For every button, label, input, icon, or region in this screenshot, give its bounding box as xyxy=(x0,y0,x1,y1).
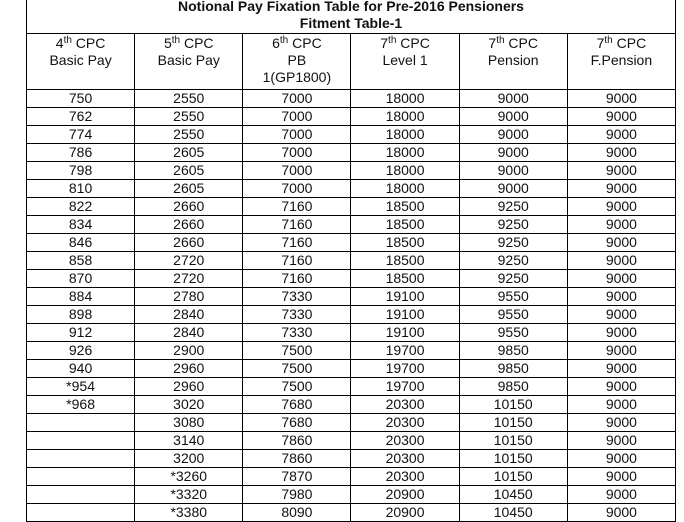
table-cell: 2660 xyxy=(135,198,243,216)
table-cell: 18500 xyxy=(351,234,459,252)
table-cell: 2550 xyxy=(135,126,243,144)
header-ordinal-suffix: th xyxy=(279,35,289,46)
table-cell: 870 xyxy=(27,270,135,288)
table-cell: 2720 xyxy=(135,270,243,288)
table-row xyxy=(27,450,676,468)
table-cell: 2550 xyxy=(135,108,243,126)
table-cell xyxy=(27,450,135,468)
table-cell: 20300 xyxy=(351,468,459,486)
table-row xyxy=(27,198,676,216)
table-cell: 9000 xyxy=(567,198,675,216)
table-row xyxy=(27,126,676,144)
table-cell: 762 xyxy=(27,108,135,126)
table-cell: 898 xyxy=(27,306,135,324)
table-cell: *3260 xyxy=(135,468,243,486)
table-row xyxy=(27,504,676,522)
column-header-line-2: Pension xyxy=(487,52,539,68)
header-cpc: CPC xyxy=(71,35,106,51)
title-line-2: Fitment Table-1 xyxy=(299,15,403,31)
table-cell: 9000 xyxy=(567,360,675,378)
table-cell: 9000 xyxy=(567,432,675,450)
table-cell: 7500 xyxy=(243,360,351,378)
header-number: 4 xyxy=(55,35,64,51)
table-cell: 9550 xyxy=(459,324,567,342)
header-ordinal-suffix: th xyxy=(388,35,397,46)
table-cell: 9000 xyxy=(567,324,675,342)
table-cell: 7000 xyxy=(243,108,351,126)
table-cell: 10150 xyxy=(459,432,567,450)
column-header-line-2: F.Pension xyxy=(590,52,653,68)
table-row xyxy=(27,144,676,162)
table-cell: 9000 xyxy=(567,234,675,252)
table-cell: 20300 xyxy=(351,432,459,450)
table-cell: 20300 xyxy=(351,396,459,414)
table-cell: 3080 xyxy=(135,414,243,432)
table-row xyxy=(27,306,676,324)
table-cell: 9250 xyxy=(459,216,567,234)
table-row xyxy=(27,288,676,306)
table-cell: 822 xyxy=(27,198,135,216)
table-cell: 7330 xyxy=(243,306,351,324)
table-cell: 9000 xyxy=(567,342,675,360)
table-cell: 9850 xyxy=(459,360,567,378)
column-header-line-3: 1(GP1800) xyxy=(262,69,332,85)
table-cell: 7860 xyxy=(243,432,351,450)
table-row xyxy=(27,234,676,252)
table-cell: 9250 xyxy=(459,270,567,288)
column-header-line-1 xyxy=(460,35,567,52)
table-cell: 10150 xyxy=(459,450,567,468)
column-header-line-1 xyxy=(351,35,458,52)
table-cell: 3140 xyxy=(135,432,243,450)
table-cell: 9000 xyxy=(567,270,675,288)
table-cell: 9000 xyxy=(567,504,675,522)
table-cell: 884 xyxy=(27,288,135,306)
table-cell: 7160 xyxy=(243,198,351,216)
table-cell: 2660 xyxy=(135,234,243,252)
table-cell xyxy=(27,468,135,486)
table-cell: 18500 xyxy=(351,270,459,288)
column-header-line-2: Basic Pay xyxy=(49,52,112,68)
header-ordinal-suffix: th xyxy=(171,35,181,46)
table-cell: 786 xyxy=(27,144,135,162)
table-cell: 20300 xyxy=(351,450,459,468)
table-cell: 20900 xyxy=(351,486,459,504)
header-cpc: CPC xyxy=(612,35,647,51)
table-cell: 7500 xyxy=(243,378,351,396)
table-cell: *954 xyxy=(27,378,135,396)
column-header-line-1 xyxy=(135,35,242,52)
table-cell: 9000 xyxy=(567,108,675,126)
title-line-1: Notional Pay Fixation Table for Pre-2016 Pensioners xyxy=(178,0,524,14)
table-cell xyxy=(27,486,135,504)
table-cell: 9000 xyxy=(567,90,675,108)
table-cell: 7160 xyxy=(243,252,351,270)
table-cell: 18000 xyxy=(351,90,459,108)
table-cell xyxy=(27,414,135,432)
column-header xyxy=(351,34,459,90)
table-cell: 2550 xyxy=(135,90,243,108)
table-cell: 9000 xyxy=(567,162,675,180)
table-cell: 9000 xyxy=(567,288,675,306)
table-cell: 940 xyxy=(27,360,135,378)
header-number: 6 xyxy=(272,35,280,51)
table-cell: 9000 xyxy=(459,180,567,198)
table-cell: 18000 xyxy=(351,126,459,144)
header-number: 7 xyxy=(380,35,389,51)
table-cell: 19100 xyxy=(351,324,459,342)
table-cell: 858 xyxy=(27,252,135,270)
table-cell: 2900 xyxy=(135,342,243,360)
table-row xyxy=(27,342,676,360)
table-cell: 7330 xyxy=(243,324,351,342)
table-cell: 20300 xyxy=(351,414,459,432)
table-cell: 2605 xyxy=(135,180,243,198)
table-row xyxy=(27,432,676,450)
table-title xyxy=(27,0,676,34)
table-cell: 19700 xyxy=(351,342,459,360)
table-cell: 7000 xyxy=(243,90,351,108)
header-ordinal-suffix: th xyxy=(496,35,505,46)
table-cell: 7870 xyxy=(243,468,351,486)
table-cell: 19100 xyxy=(351,306,459,324)
table-cell: 18000 xyxy=(351,108,459,126)
table-row xyxy=(27,270,676,288)
table-cell: 7500 xyxy=(243,342,351,360)
table-cell: *968 xyxy=(27,396,135,414)
header-number: 5 xyxy=(163,35,172,51)
table-row xyxy=(27,108,676,126)
table-cell: 18000 xyxy=(351,162,459,180)
table-cell: 7000 xyxy=(243,144,351,162)
column-header-line-2: PB xyxy=(287,52,307,68)
table-cell: 9850 xyxy=(459,342,567,360)
table-row xyxy=(27,324,676,342)
header-cpc: CPC xyxy=(288,35,322,51)
table-row xyxy=(27,180,676,198)
table-cell: 18000 xyxy=(351,144,459,162)
table-cell: 9000 xyxy=(567,450,675,468)
table-cell: 10150 xyxy=(459,414,567,432)
column-header-line-1 xyxy=(243,35,350,52)
table-cell: 18500 xyxy=(351,198,459,216)
table-cell: 2660 xyxy=(135,216,243,234)
table-cell: 9000 xyxy=(459,144,567,162)
table-cell: 10150 xyxy=(459,396,567,414)
table-cell: 7860 xyxy=(243,450,351,468)
table-cell: 2960 xyxy=(135,360,243,378)
table-row xyxy=(27,414,676,432)
table-cell: 798 xyxy=(27,162,135,180)
table-cell: 2605 xyxy=(135,162,243,180)
table-cell: 7000 xyxy=(243,180,351,198)
table-cell xyxy=(27,504,135,522)
header-ordinal-suffix: th xyxy=(63,35,72,46)
table-cell: 9250 xyxy=(459,198,567,216)
table-cell: 9000 xyxy=(567,126,675,144)
table-cell: 9250 xyxy=(459,234,567,252)
table-cell: 912 xyxy=(27,324,135,342)
column-header xyxy=(27,34,135,90)
header-number: 7 xyxy=(488,35,497,51)
table-row xyxy=(27,216,676,234)
table-cell: 810 xyxy=(27,180,135,198)
table-cell: 3020 xyxy=(135,396,243,414)
column-header-row xyxy=(27,34,676,90)
table-cell: 2605 xyxy=(135,144,243,162)
table-cell: 7160 xyxy=(243,234,351,252)
table-cell: 9000 xyxy=(567,486,675,504)
table-cell: 20900 xyxy=(351,504,459,522)
table-row xyxy=(27,468,676,486)
table-cell: 18500 xyxy=(351,216,459,234)
table-cell: 7000 xyxy=(243,126,351,144)
table-cell: 10450 xyxy=(459,504,567,522)
table-cell: 9550 xyxy=(459,288,567,306)
table-cell: 18500 xyxy=(351,252,459,270)
table-cell: 7980 xyxy=(243,486,351,504)
table-cell: 846 xyxy=(27,234,135,252)
table-cell: 9550 xyxy=(459,306,567,324)
table-cell: 750 xyxy=(27,90,135,108)
table-cell: 19100 xyxy=(351,288,459,306)
table-cell: 9000 xyxy=(567,216,675,234)
table-cell: 7330 xyxy=(243,288,351,306)
header-cpc: CPC xyxy=(180,35,214,51)
table-row xyxy=(27,486,676,504)
table-cell: 19700 xyxy=(351,378,459,396)
table-cell: 9000 xyxy=(567,468,675,486)
table-cell: 9250 xyxy=(459,252,567,270)
table-row xyxy=(27,396,676,414)
table-cell: 9850 xyxy=(459,378,567,396)
table-row xyxy=(27,90,676,108)
header-ordinal-suffix: th xyxy=(604,35,613,46)
table-row xyxy=(27,252,676,270)
table-cell: 9000 xyxy=(459,126,567,144)
header-number: 7 xyxy=(596,35,605,51)
table-cell: 9000 xyxy=(567,396,675,414)
table-cell: 2720 xyxy=(135,252,243,270)
table-cell: 834 xyxy=(27,216,135,234)
header-cpc: CPC xyxy=(504,35,538,51)
table-cell: 9000 xyxy=(459,162,567,180)
table-cell: *3320 xyxy=(135,486,243,504)
column-header-line-1 xyxy=(568,35,675,52)
fitment-table xyxy=(26,0,676,522)
table-cell: 9000 xyxy=(567,378,675,396)
column-header-line-1 xyxy=(27,35,134,52)
column-header xyxy=(135,34,243,90)
fitment-table-container xyxy=(26,0,676,522)
column-header-line-2: Basic Pay xyxy=(157,52,220,68)
table-row xyxy=(27,378,676,396)
table-cell: *3380 xyxy=(135,504,243,522)
table-cell: 7000 xyxy=(243,162,351,180)
table-cell: 774 xyxy=(27,126,135,144)
table-cell: 9000 xyxy=(459,108,567,126)
column-header xyxy=(243,34,351,90)
table-cell: 9000 xyxy=(567,252,675,270)
table-cell: 9000 xyxy=(459,90,567,108)
column-header xyxy=(567,34,675,90)
table-cell: 7680 xyxy=(243,414,351,432)
table-cell: 9000 xyxy=(567,144,675,162)
table-title-row xyxy=(27,0,676,34)
table-cell: 7160 xyxy=(243,216,351,234)
table-body xyxy=(27,90,676,522)
table-cell: 9000 xyxy=(567,414,675,432)
table-cell: 10450 xyxy=(459,486,567,504)
table-cell: 8090 xyxy=(243,504,351,522)
header-cpc: CPC xyxy=(396,35,430,51)
table-cell: 2780 xyxy=(135,288,243,306)
table-cell: 9000 xyxy=(567,306,675,324)
table-cell: 10150 xyxy=(459,468,567,486)
table-cell: 7680 xyxy=(243,396,351,414)
table-cell: 18000 xyxy=(351,180,459,198)
column-header xyxy=(459,34,567,90)
table-cell xyxy=(27,432,135,450)
table-row xyxy=(27,162,676,180)
table-cell: 2960 xyxy=(135,378,243,396)
table-cell: 926 xyxy=(27,342,135,360)
table-row xyxy=(27,360,676,378)
table-cell: 19700 xyxy=(351,360,459,378)
table-cell: 2840 xyxy=(135,306,243,324)
table-cell: 7160 xyxy=(243,270,351,288)
table-cell: 9000 xyxy=(567,180,675,198)
table-cell: 3200 xyxy=(135,450,243,468)
column-header-line-2: Level 1 xyxy=(382,52,428,68)
table-cell: 2840 xyxy=(135,324,243,342)
